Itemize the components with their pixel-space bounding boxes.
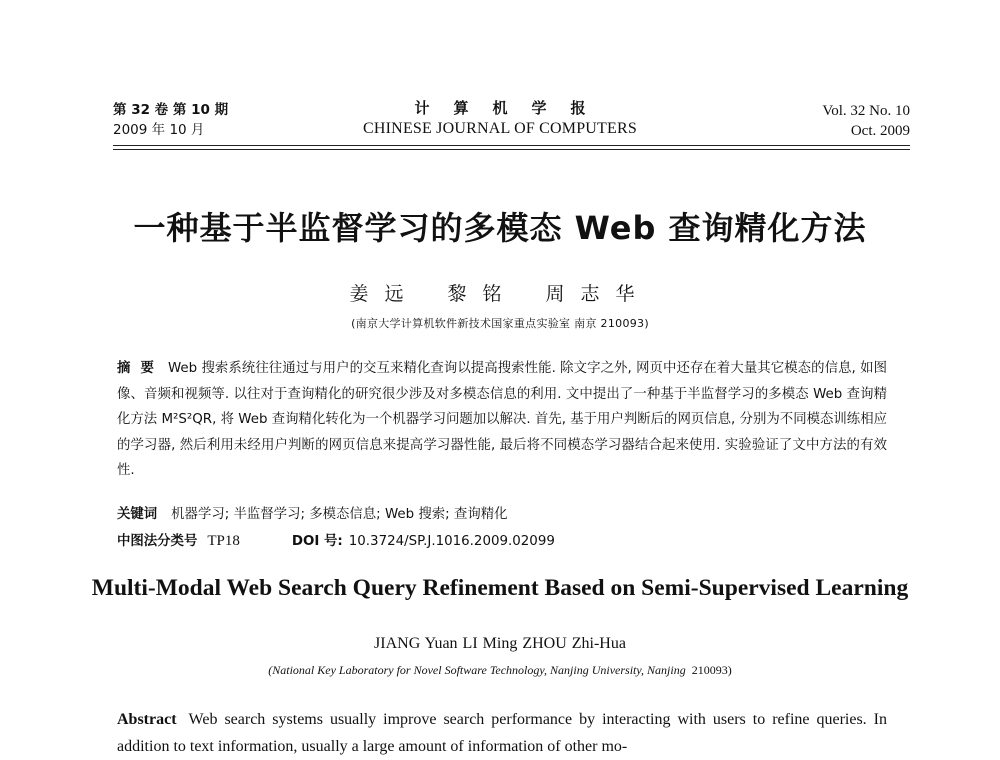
header-rule — [113, 145, 910, 146]
affiliation-en-zip: 210093) — [691, 663, 732, 677]
journal-name-en: CHINESE JOURNAL OF COMPUTERS — [363, 120, 637, 137]
authors-cn — [0, 279, 1000, 306]
doi-value: 10.3724/SP.J.1016.2009.02099 — [348, 534, 555, 549]
author-cn: 姜远 — [349, 283, 420, 305]
journal-issue-en — [822, 101, 910, 141]
journal-name-cn: 计算机学报 — [414, 99, 610, 117]
volume-cn: 第 32 卷 第 10 期 — [113, 102, 229, 118]
keywords-cn-text: 机器学习; 半监督学习; 多模态信息; Web 搜索; 查询精化 — [171, 507, 508, 522]
author-cn: 周志华 — [545, 283, 651, 305]
paper-title-en: Multi-Modal Web Search Query Refinement Based on Semi-Supervised Learning — [91, 575, 909, 601]
paper-title-cn: 一种基于半监督学习的多模态 Web 查询精化方法 — [133, 209, 867, 247]
keywords-cn — [117, 502, 887, 528]
volume-en: Vol. 32 No. 10 — [822, 103, 910, 119]
date-cn: 2009 年 10 月 — [113, 122, 205, 138]
abstract-en — [117, 707, 887, 760]
abstract-cn-text: Web 搜索系统往往通过与用户的交互来精化查询以提高搜索性能. 除文字之外, 网页中还存在着大量其它模态的信息, 如图像、音频和视频等. 以往对于查询精化的研究很少涉及对多模态信息的利用. 文中提出了一种基于半监督学习的多模态 Web 查询精化方法 M²S²QR, 将 Web 查询精化转化为一个机器学习问题加以解决. 首先, 基于用户判断后的网页信息, 分别为不同模态训练相应的学习器, 然后利用未经用户判断的网页信息来提高学习器性能, 最后将不同模态学习器结合起来使用. 实验验证了文中方法的有效性. — [117, 361, 887, 478]
classification-cn — [117, 528, 887, 555]
affiliation-en — [0, 663, 1000, 678]
abstract-cn-label: 摘要 — [117, 361, 164, 376]
keywords-cn-label: 关键词 — [117, 507, 158, 522]
affiliation-cn: (南京大学计算机软件新技术国家重点实验室 南京 210093) — [351, 317, 649, 330]
abstract-en-text: Web search systems usually improve search performance by interacting with users to refine queries. In addition to text information, usually a large amount of information of other mo- — [117, 711, 887, 755]
header-rule — [113, 149, 910, 150]
author-cn: 黎铭 — [447, 283, 518, 305]
date-en: Oct. 2009 — [850, 123, 910, 139]
journal-name — [330, 98, 670, 140]
authors-en: JIANG Yuan LI Ming ZHOU Zhi-Hua — [374, 635, 626, 652]
clc-label: 中图法分类号 — [117, 534, 198, 549]
clc-value: TP18 — [207, 533, 240, 549]
journal-issue-cn — [113, 100, 228, 140]
doi-label: DOI 号: — [291, 534, 343, 549]
abstract-cn — [117, 356, 887, 484]
affiliation-en-text: (National Key Laboratory for Novel Software Technology, Nanjing University, Nanjing — [268, 663, 686, 677]
abstract-en-label: Abstract — [117, 711, 177, 728]
